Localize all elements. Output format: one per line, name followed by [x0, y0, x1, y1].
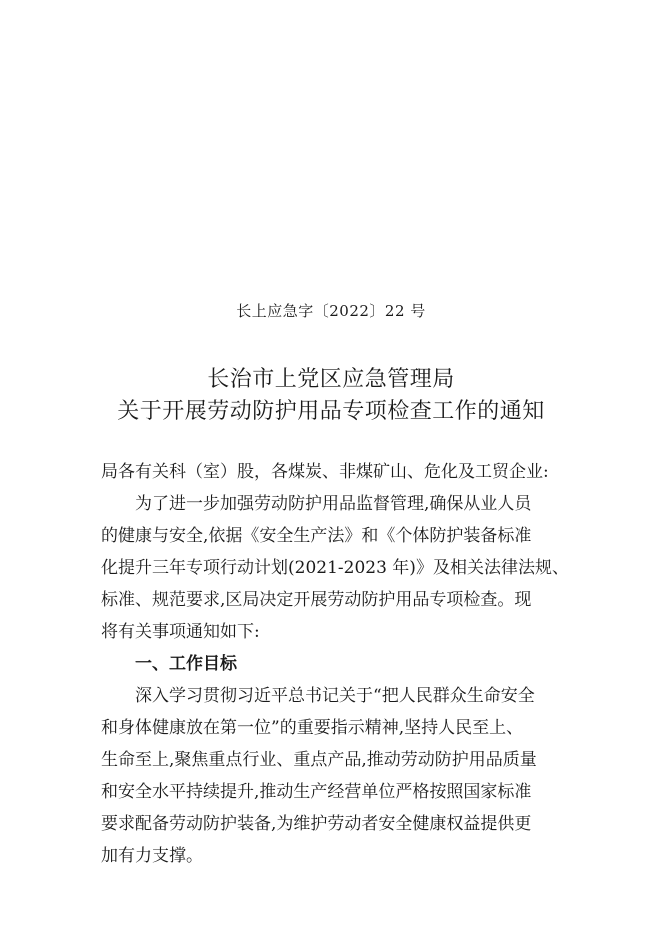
document-title-line-1: 长治市上党区应急管理局 [207, 367, 455, 392]
paragraph-1-line: 标准、规范要求,区局决定开展劳动防护用品专项检查。现 [101, 590, 532, 610]
paragraph-1-line: 将有关事项通知如下: [101, 622, 260, 642]
paragraph-2-line: 加有力支撑。 [101, 846, 203, 866]
document-title-line-2: 关于开展劳动防护用品专项检查工作的通知 [117, 399, 545, 424]
paragraph-1-line: 为了进一步加强劳动防护用品监督管理,确保从业人员 [135, 494, 532, 514]
section-1-heading: 一、工作目标 [135, 654, 237, 674]
paragraph-1-line: 的健康与安全,依据《安全生产法》和《个体防护装备标准 [101, 526, 532, 546]
document-body [101, 456, 571, 872]
paragraph-2-line: 和安全水平持续提升,推动生产经营单位严格按照国家标准 [101, 782, 532, 802]
paragraph-2-line: 深入学习贯彻习近平总书记关于“把人民群众生命安全 [135, 686, 535, 706]
addressee-line: 局各有关科（室）股，各煤炭、非煤矿山、危化及工贸企业: [101, 462, 549, 482]
paragraph-2-line: 生命至上,聚焦重点行业、重点产品,推动劳动防护用品质量 [101, 750, 537, 770]
document-number: 长上应急字〔2022〕22 号 [236, 302, 426, 320]
paragraph-2-line: 和身体健康放在第一位”的重要指示精神,坚持人民至上、 [101, 718, 524, 738]
paragraph-2-line: 要求配备劳动防护装备,为维护劳动者安全健康权益提供更 [101, 814, 532, 834]
paragraph-1-line: 化提升三年专项行动计划(2021-2023 年)》及相关法律法规、 [101, 558, 569, 578]
